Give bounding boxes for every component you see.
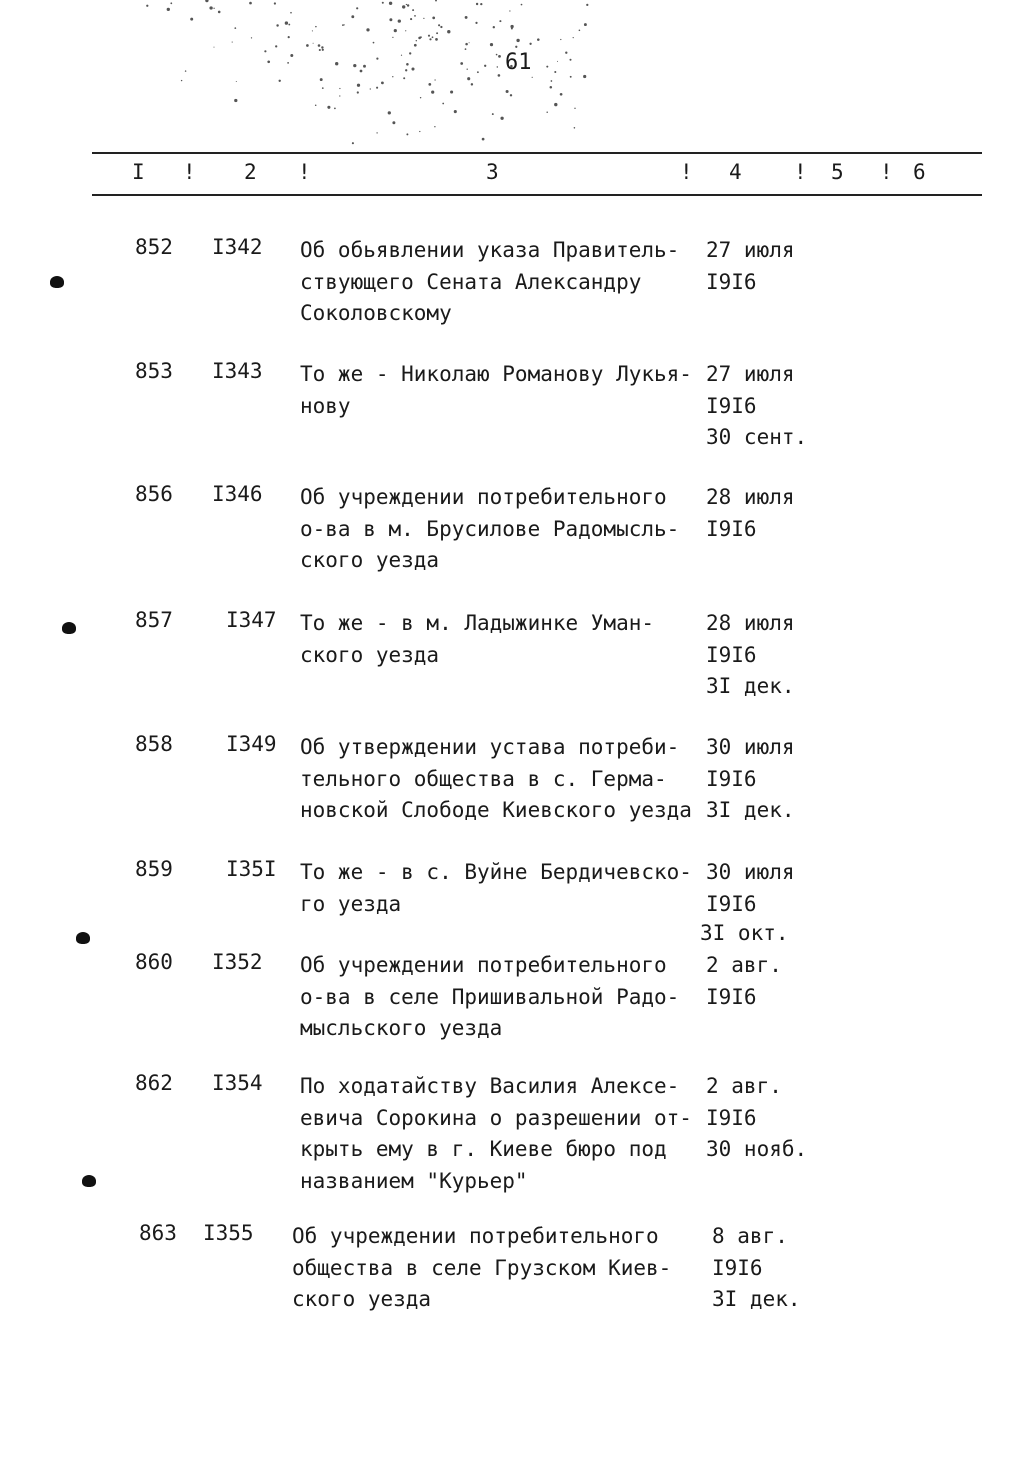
entry-dates bbox=[706, 608, 795, 703]
speckle-dot bbox=[392, 76, 393, 77]
entry-description bbox=[300, 608, 710, 671]
entry-number: 856 bbox=[135, 482, 173, 506]
speckle-dot bbox=[409, 52, 411, 54]
entry-dates bbox=[712, 1221, 801, 1316]
speckle-dot bbox=[402, 5, 405, 8]
speckle-dot bbox=[467, 77, 470, 80]
speckle-dot bbox=[392, 121, 395, 124]
speckle-dot bbox=[428, 83, 431, 86]
entry-number: 858 bbox=[135, 732, 173, 756]
speckle-dot bbox=[450, 90, 453, 93]
date-line: I9I6 bbox=[706, 516, 757, 541]
entry-description bbox=[300, 732, 710, 827]
date-line: 2 авг. bbox=[706, 1074, 782, 1098]
header-col-2: 2 bbox=[244, 160, 257, 184]
speckle-dot bbox=[447, 30, 450, 33]
speckle-dot bbox=[557, 61, 558, 62]
description-line: ского уезда bbox=[300, 642, 440, 667]
date-line: I9I6 bbox=[706, 766, 757, 791]
date-line: 30 сент. bbox=[706, 425, 808, 449]
entry-number: 863 bbox=[139, 1221, 177, 1245]
speckle-dot bbox=[435, 38, 438, 41]
speckle-dot bbox=[546, 112, 547, 113]
entry-file-number: I343 bbox=[212, 359, 263, 383]
speckle-dot bbox=[432, 17, 435, 20]
speckle-dot bbox=[460, 62, 463, 65]
header-sep-4: ! bbox=[794, 160, 807, 184]
speckle-dot bbox=[190, 18, 193, 21]
date-line: I9I6 bbox=[706, 1105, 757, 1130]
speckle-dot bbox=[510, 25, 513, 28]
speckle-dot bbox=[267, 60, 270, 63]
speckle-dot bbox=[327, 106, 330, 109]
speckle-dot bbox=[376, 87, 378, 89]
speckle-dot bbox=[405, 69, 407, 71]
speckle-dot bbox=[315, 26, 317, 28]
speckle-dot bbox=[320, 78, 323, 81]
speckle-dot bbox=[363, 65, 366, 68]
description-line: Об утверждении устава потреби- bbox=[300, 735, 680, 759]
speckle-dot bbox=[493, 26, 495, 28]
description-line: о-ва в м. Брусилове Радомысль- bbox=[300, 516, 680, 541]
speckle-dot bbox=[431, 91, 434, 94]
speckle-dot bbox=[392, 37, 393, 38]
speckle-dot bbox=[319, 49, 321, 51]
speckle-dot bbox=[471, 83, 473, 85]
scan-speckle bbox=[130, 0, 590, 160]
speckle-dot bbox=[484, 65, 486, 67]
punch-hole-mark bbox=[62, 622, 76, 634]
speckle-dot bbox=[475, 22, 477, 24]
speckle-dot bbox=[516, 39, 519, 42]
entry-description bbox=[300, 950, 710, 1045]
speckle-dot bbox=[434, 126, 435, 127]
speckle-dot bbox=[185, 70, 186, 71]
speckle-dot bbox=[406, 133, 408, 135]
header-col-4: 4 bbox=[729, 160, 742, 184]
entry-number: 853 bbox=[135, 359, 173, 383]
speckle-dot bbox=[352, 142, 354, 144]
entry-number: 857 bbox=[135, 608, 173, 632]
speckle-dot bbox=[322, 87, 324, 89]
speckle-dot bbox=[490, 43, 493, 46]
speckle-dot bbox=[288, 36, 290, 38]
description-line: Об обьявлении указа Правитель- bbox=[300, 238, 680, 262]
speckle-dot bbox=[381, 81, 384, 84]
speckle-dot bbox=[440, 26, 442, 28]
header-sep-2: ! bbox=[298, 160, 311, 184]
speckle-dot bbox=[579, 29, 581, 31]
date-line: I9I6 bbox=[706, 891, 757, 916]
entry-description bbox=[300, 857, 710, 920]
date-line: 27 июля bbox=[706, 238, 795, 262]
header-bottom-rule bbox=[92, 194, 982, 196]
entry-file-number: I354 bbox=[212, 1071, 263, 1095]
speckle-dot bbox=[398, 19, 401, 22]
speckle-dot bbox=[251, 37, 252, 38]
date-line: 3I дек. bbox=[712, 1287, 801, 1311]
entry-file-number: I35I bbox=[226, 857, 277, 881]
description-line: новской Слободе Киевского уезда bbox=[300, 798, 692, 822]
description-line: тельного общества в с. Герма- bbox=[300, 766, 667, 791]
speckle-dot bbox=[506, 90, 509, 93]
speckle-dot bbox=[498, 74, 501, 77]
entry-dates bbox=[706, 950, 782, 1013]
speckle-dot bbox=[335, 62, 338, 65]
speckle-dot bbox=[570, 76, 572, 78]
speckle-dot bbox=[389, 2, 392, 5]
speckle-dot bbox=[496, 54, 498, 56]
speckle-dot bbox=[434, 79, 435, 80]
header-sep-3: ! bbox=[680, 160, 693, 184]
speckle-dot bbox=[315, 104, 317, 106]
speckle-dot bbox=[554, 103, 557, 106]
entry-number: 859 bbox=[135, 857, 173, 881]
header-sep-5: ! bbox=[880, 160, 893, 184]
speckle-dot bbox=[436, 32, 438, 34]
speckle-dot bbox=[560, 39, 561, 40]
entry-dates bbox=[706, 482, 795, 545]
description-line: мысльского уезда bbox=[300, 1016, 503, 1040]
speckle-dot bbox=[357, 84, 360, 87]
speckle-dot bbox=[574, 108, 575, 109]
date-line: I9I6 bbox=[706, 269, 757, 294]
speckle-dot bbox=[537, 38, 540, 41]
speckle-dot bbox=[573, 37, 574, 38]
speckle-dot bbox=[497, 66, 498, 67]
speckle-dot bbox=[181, 80, 182, 81]
date-line: 2 авг. bbox=[706, 953, 782, 977]
speckle-dot bbox=[420, 36, 422, 38]
entry-dates bbox=[706, 359, 807, 454]
speckle-dot bbox=[321, 46, 323, 48]
speckle-dot bbox=[482, 138, 485, 141]
speckle-dot bbox=[414, 15, 416, 17]
speckle-dot bbox=[438, 24, 440, 26]
speckle-dot bbox=[584, 23, 587, 26]
date-line: 8 авг. bbox=[712, 1224, 788, 1248]
speckle-dot bbox=[419, 131, 420, 132]
speckle-dot bbox=[401, 55, 402, 56]
speckle-dot bbox=[477, 71, 479, 73]
description-line: го уезда bbox=[300, 891, 402, 916]
date-line: I9I6 bbox=[712, 1255, 763, 1280]
speckle-dot bbox=[412, 9, 414, 11]
entry-dates bbox=[706, 235, 795, 298]
date-line: I9I6 bbox=[706, 642, 757, 667]
speckle-dot bbox=[234, 27, 236, 29]
speckle-dot bbox=[218, 11, 221, 14]
speckle-dot bbox=[560, 93, 563, 96]
entry-description bbox=[292, 1221, 702, 1316]
speckle-dot bbox=[442, 103, 444, 105]
speckle-dot bbox=[465, 16, 468, 19]
speckle-dot bbox=[480, 3, 482, 5]
entry-file-number: I346 bbox=[212, 482, 263, 506]
speckle-dot bbox=[432, 36, 434, 38]
speckle-dot bbox=[428, 35, 430, 37]
description-line: Об учреждении потребительного bbox=[292, 1224, 659, 1248]
entry-file-number: I342 bbox=[212, 235, 263, 259]
speckle-dot bbox=[521, 4, 523, 6]
punch-hole-mark bbox=[76, 932, 90, 944]
speckle-dot bbox=[339, 95, 340, 96]
description-line: То же - Николаю Романову Лукья- bbox=[300, 362, 692, 386]
date-line: 27 июля bbox=[706, 362, 795, 386]
date-line: 3I окт. bbox=[700, 921, 789, 945]
punch-hole-mark bbox=[82, 1175, 96, 1187]
entry-description bbox=[300, 359, 710, 422]
speckle-dot bbox=[394, 29, 397, 32]
date-line: 28 июля bbox=[706, 611, 795, 635]
description-line: названием "Курьер" bbox=[300, 1168, 528, 1193]
speckle-dot bbox=[423, 18, 424, 19]
date-line: I9I6 bbox=[706, 984, 757, 1009]
entry-number: 860 bbox=[135, 950, 173, 974]
speckle-dot bbox=[454, 110, 457, 113]
date-line: 28 июля bbox=[706, 485, 795, 509]
speckle-dot bbox=[546, 66, 548, 68]
entry-number: 862 bbox=[135, 1071, 173, 1095]
speckle-dot bbox=[403, 77, 405, 79]
speckle-dot bbox=[554, 71, 556, 73]
description-line: евича Сорокина о разрешении от- bbox=[300, 1105, 692, 1130]
speckle-dot bbox=[288, 24, 290, 26]
speckle-dot bbox=[205, 0, 208, 2]
date-line: 30 июля bbox=[706, 735, 795, 759]
entry-file-number: I347 bbox=[226, 608, 277, 632]
speckle-dot bbox=[515, 46, 517, 48]
description-line: о-ва в селе Пришивальной Радо- bbox=[300, 984, 680, 1009]
speckle-dot bbox=[353, 64, 356, 67]
speckle-dot bbox=[509, 10, 510, 11]
speckle-dot bbox=[406, 63, 409, 66]
entry-file-number: I355 bbox=[203, 1221, 254, 1245]
speckle-dot bbox=[465, 48, 467, 50]
speckle-dot bbox=[357, 91, 359, 93]
speckle-dot bbox=[356, 7, 358, 9]
speckle-dot bbox=[234, 99, 237, 102]
header-col-3: 3 bbox=[486, 160, 499, 184]
speckle-dot bbox=[550, 86, 553, 89]
speckle-dot bbox=[209, 6, 212, 9]
speckle-dot bbox=[420, 97, 421, 98]
description-line: По ходатайству Василия Алексе- bbox=[300, 1074, 680, 1098]
speckle-dot bbox=[405, 30, 406, 31]
description-line: ствующего Сената Александру bbox=[300, 269, 642, 294]
speckle-dot bbox=[574, 127, 576, 129]
speckle-dot bbox=[213, 47, 214, 48]
header-col-1: I bbox=[132, 160, 145, 184]
description-line: Об учреждении потребительного bbox=[300, 485, 667, 509]
speckle-dot bbox=[414, 44, 417, 47]
description-line: То же - в м. Ладыжинке Уман- bbox=[300, 611, 655, 635]
speckle-dot bbox=[322, 49, 324, 51]
entry-number: 852 bbox=[135, 235, 173, 259]
speckle-dot bbox=[334, 108, 336, 110]
description-line: ского уезда bbox=[300, 548, 440, 572]
speckle-dot bbox=[366, 28, 369, 31]
entry-description bbox=[300, 235, 710, 330]
page-number: 61 bbox=[505, 50, 532, 75]
header-col-6: 6 bbox=[913, 160, 926, 184]
description-line: нову bbox=[300, 393, 351, 418]
speckle-dot bbox=[339, 88, 340, 89]
speckle-dot bbox=[389, 18, 392, 21]
speckle-dot bbox=[382, 2, 384, 4]
speckle-dot bbox=[429, 38, 431, 40]
speckle-dot bbox=[236, 81, 237, 82]
speckle-dot bbox=[465, 43, 468, 46]
speckle-dot bbox=[275, 45, 277, 47]
speckle-dot bbox=[376, 132, 377, 133]
speckle-dot bbox=[343, 24, 344, 25]
speckle-dot bbox=[388, 111, 391, 114]
speckle-dot bbox=[510, 94, 512, 96]
speckle-dot bbox=[499, 20, 501, 22]
speckle-dot bbox=[287, 62, 289, 64]
description-line: Соколовскому bbox=[300, 301, 452, 325]
speckle-dot bbox=[500, 117, 503, 120]
speckle-dot bbox=[476, 3, 478, 5]
description-line: крыть ему в г. Киеве бюро под bbox=[300, 1137, 667, 1161]
speckle-dot bbox=[213, 8, 214, 9]
speckle-dot bbox=[146, 5, 148, 7]
entry-description bbox=[300, 1071, 710, 1197]
speckle-dot bbox=[406, 4, 407, 5]
speckle-dot bbox=[274, 2, 276, 4]
speckle-dot bbox=[360, 70, 363, 73]
punch-hole-mark bbox=[50, 276, 64, 288]
speckle-dot bbox=[411, 67, 414, 70]
speckle-dot bbox=[407, 4, 409, 6]
speckle-dot bbox=[264, 50, 266, 52]
speckle-dot bbox=[318, 44, 321, 47]
speckle-dot bbox=[586, 4, 588, 6]
entry-dates bbox=[706, 732, 795, 827]
entry-file-number: I352 bbox=[212, 950, 263, 974]
entry-description bbox=[300, 482, 710, 577]
date-line: 30 нояб. bbox=[706, 1137, 808, 1161]
description-line: Об учреждении потребительного bbox=[300, 953, 667, 977]
speckle-dot bbox=[373, 42, 375, 44]
speckle-dot bbox=[435, 0, 437, 1]
speckle-dot bbox=[467, 69, 468, 70]
description-line: общества в селе Грузском Киев- bbox=[292, 1255, 672, 1280]
date-line: I9I6 bbox=[706, 393, 757, 418]
speckle-dot bbox=[583, 75, 586, 78]
speckle-dot bbox=[569, 59, 571, 61]
speckle-dot bbox=[376, 58, 378, 60]
date-line: 3I дек. bbox=[706, 798, 795, 822]
header-top-rule bbox=[92, 152, 982, 154]
speckle-dot bbox=[529, 43, 531, 45]
speckle-dot bbox=[249, 2, 252, 5]
speckle-dot bbox=[565, 52, 567, 54]
speckle-dot bbox=[532, 77, 533, 78]
description-line: То же - в с. Вуйне Бердичевско- bbox=[300, 860, 692, 884]
speckle-dot bbox=[170, 2, 172, 4]
speckle-dot bbox=[370, 88, 371, 89]
speckle-dot bbox=[290, 54, 293, 57]
speckle-dot bbox=[416, 40, 417, 41]
header-sep-1: ! bbox=[183, 160, 196, 184]
speckle-dot bbox=[279, 80, 281, 82]
date-line: 3I дек. bbox=[706, 674, 795, 698]
speckle-dot bbox=[313, 43, 314, 44]
speckle-dot bbox=[351, 15, 354, 18]
speckle-dot bbox=[306, 44, 309, 47]
header-col-5: 5 bbox=[831, 160, 844, 184]
entry-dates bbox=[706, 1071, 807, 1166]
entry-file-number: I349 bbox=[226, 732, 277, 756]
speckle-dot bbox=[312, 30, 313, 31]
entry-dates bbox=[700, 857, 795, 946]
speckle-dot bbox=[410, 18, 412, 20]
speckle-dot bbox=[469, 42, 470, 43]
speckle-dot bbox=[498, 55, 501, 58]
speckle-dot bbox=[167, 8, 170, 11]
speckle-dot bbox=[232, 42, 233, 43]
date-line: 30 июля bbox=[706, 860, 795, 884]
speckle-dot bbox=[285, 21, 288, 24]
speckle-dot bbox=[551, 80, 553, 82]
description-line: ского уезда bbox=[292, 1287, 432, 1311]
speckle-dot bbox=[276, 24, 278, 26]
speckle-dot bbox=[290, 12, 292, 14]
speckle-dot bbox=[492, 113, 494, 115]
